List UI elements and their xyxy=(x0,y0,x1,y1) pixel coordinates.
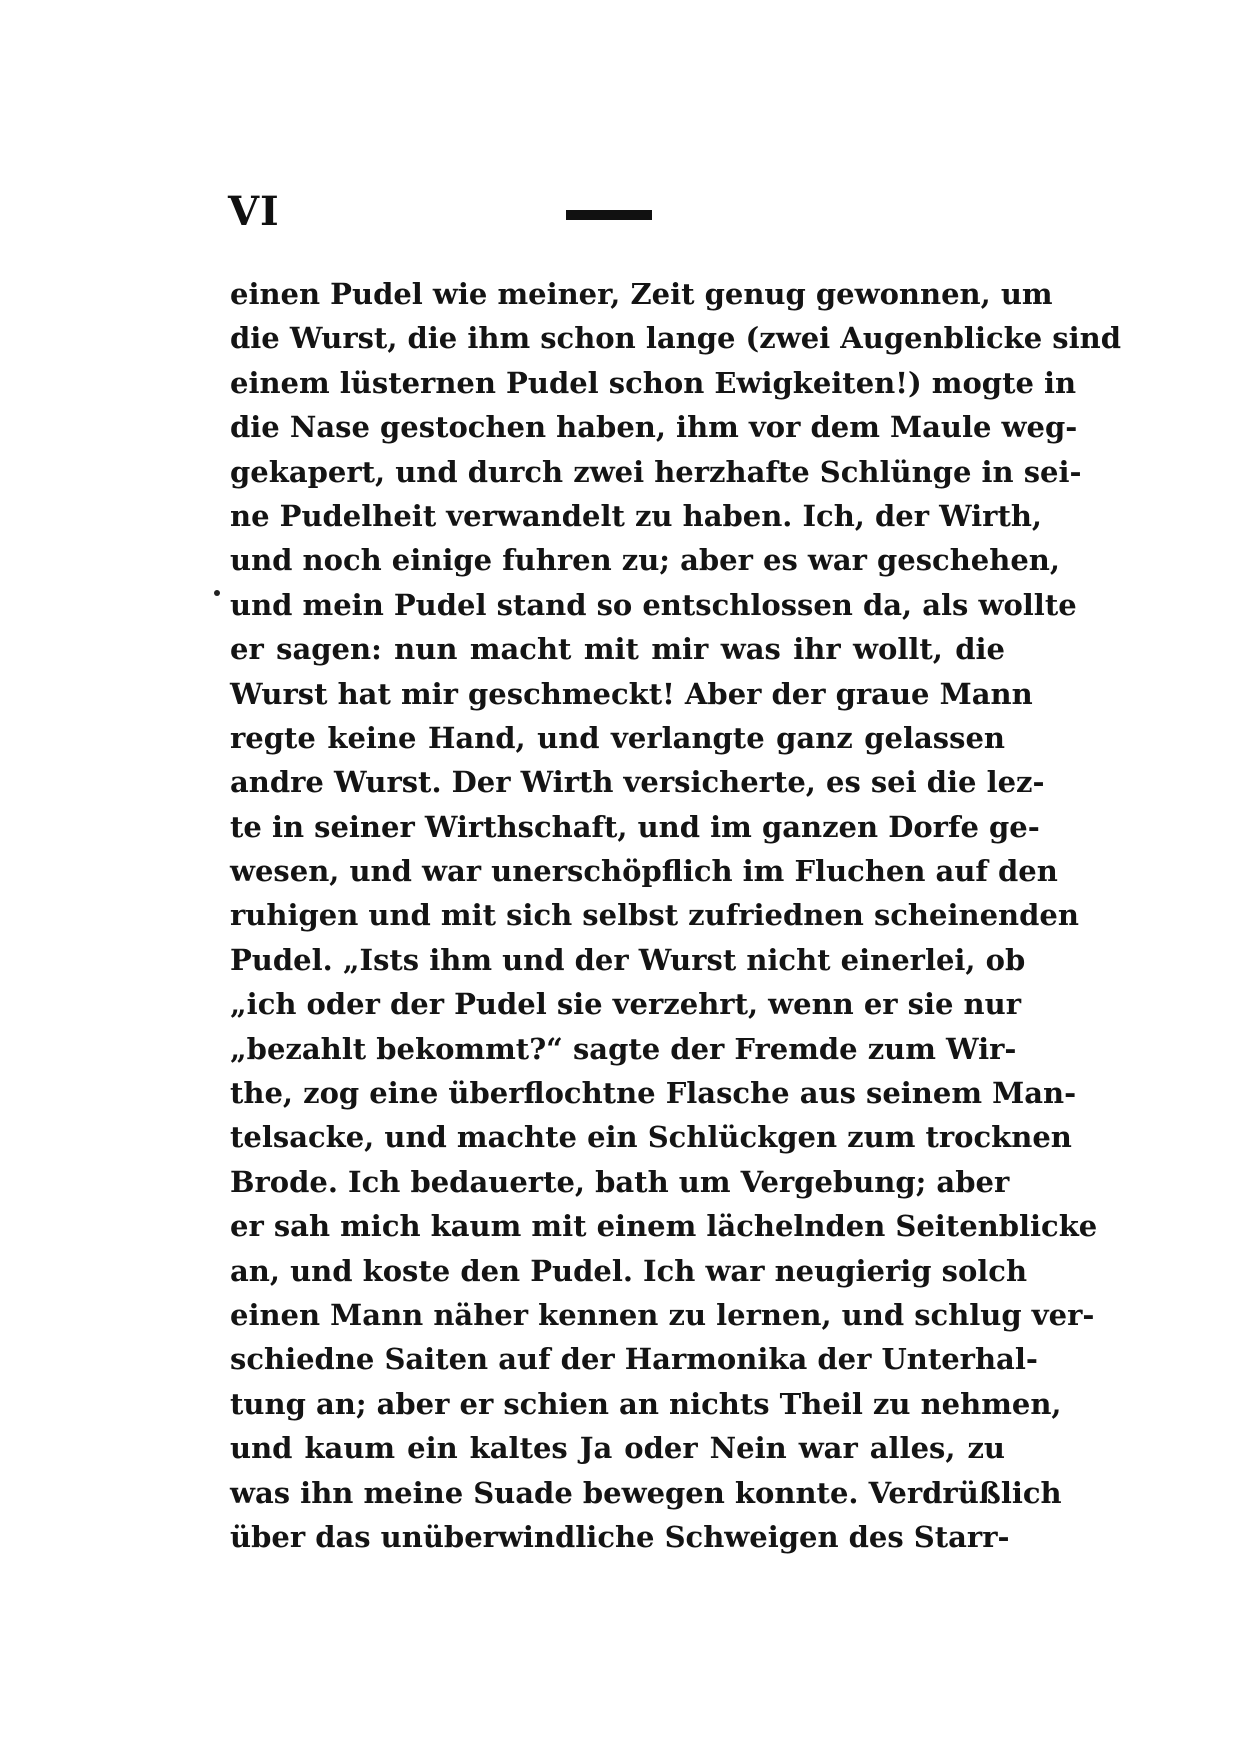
text-line: die Wurst, die ihm schon lange (zwei Augenblicke sind xyxy=(230,321,1121,356)
text-line: schiedne Saiten auf der Harmonika der Unterhal- xyxy=(230,1342,1038,1377)
text-line: und noch einige fuhren zu; aber es war geschehen, xyxy=(230,543,1060,578)
text-line: ne Pudelheit verwandelt zu haben. Ich, der Wirth, xyxy=(230,498,1043,533)
text-line: einem lüsternen Pudel schon Ewigkeiten!) mogte in xyxy=(230,365,1077,400)
text-line: über das unüberwindliche Schweigen des Starr- xyxy=(230,1519,1010,1554)
text-line: einen Mann näher kennen zu lernen, und schlug ver- xyxy=(230,1297,1095,1332)
text-line: die Nase gestochen haben, ihm vor dem Maule weg- xyxy=(230,410,1078,445)
text-line: wesen, und war unerschöpflich im Fluchen auf den xyxy=(230,854,1058,889)
text-line: te in seiner Wirthschaft, und im ganzen Dorfe ge- xyxy=(230,809,1040,844)
text-line: einen Pudel wie meiner, Zeit genug gewonnen, um xyxy=(230,277,1053,311)
text-line: telsacke, und machte ein Schlückgen zum trocknen xyxy=(230,1120,1072,1155)
text-line: gekapert, und durch zwei herzhafte Schlünge in sei- xyxy=(230,454,1082,489)
margin-mark xyxy=(214,590,220,596)
page-header xyxy=(0,0,1241,260)
text-line: und kaum ein kaltes Ja oder Nein war alles, zu xyxy=(230,1431,1005,1466)
text-line: the, zog eine überflochtne Flasche aus seinem Man- xyxy=(230,1076,1077,1111)
text-line: Pudel. „Ists ihm und der Wurst nicht einerlei, ob xyxy=(230,942,1026,977)
text-line: und mein Pudel stand so entschlossen da, als wollte xyxy=(230,587,1077,622)
page-number: VI xyxy=(228,188,280,235)
body-text xyxy=(230,272,1121,1559)
text-line: er sagen: nun macht mit mir was ihr wollt, die xyxy=(230,632,1005,667)
text-line: an, und koste den Pudel. Ich war neugierig solch xyxy=(230,1253,1028,1288)
text-line: andre Wurst. Der Wirth versicherte, es sei die lez- xyxy=(230,765,1045,800)
header-rule xyxy=(566,210,652,220)
text-line: Wurst hat mir geschmeckt! Aber der graue Mann xyxy=(230,676,1033,711)
text-line: Brode. Ich bedauerte, bath um Vergebung; aber xyxy=(230,1164,1010,1199)
text-line: tung an; aber er schien an nichts Theil zu nehmen, xyxy=(230,1386,1062,1421)
text-line: regte keine Hand, und verlangte ganz gelassen xyxy=(230,720,1005,755)
text-line: was ihn meine Suade bewegen konnte. Verdrüßlich xyxy=(230,1475,1062,1510)
text-line: „bezahlt bekommt?“ sagte der Fremde zum Wir- xyxy=(230,1031,1017,1066)
text-line: er sah mich kaum mit einem lächelnden Seitenblicke xyxy=(230,1209,1098,1244)
text-line: ruhigen und mit sich selbst zufriednen scheinenden xyxy=(230,898,1079,933)
text-line: „ich oder der Pudel sie verzehrt, wenn er sie nur xyxy=(230,987,1022,1022)
